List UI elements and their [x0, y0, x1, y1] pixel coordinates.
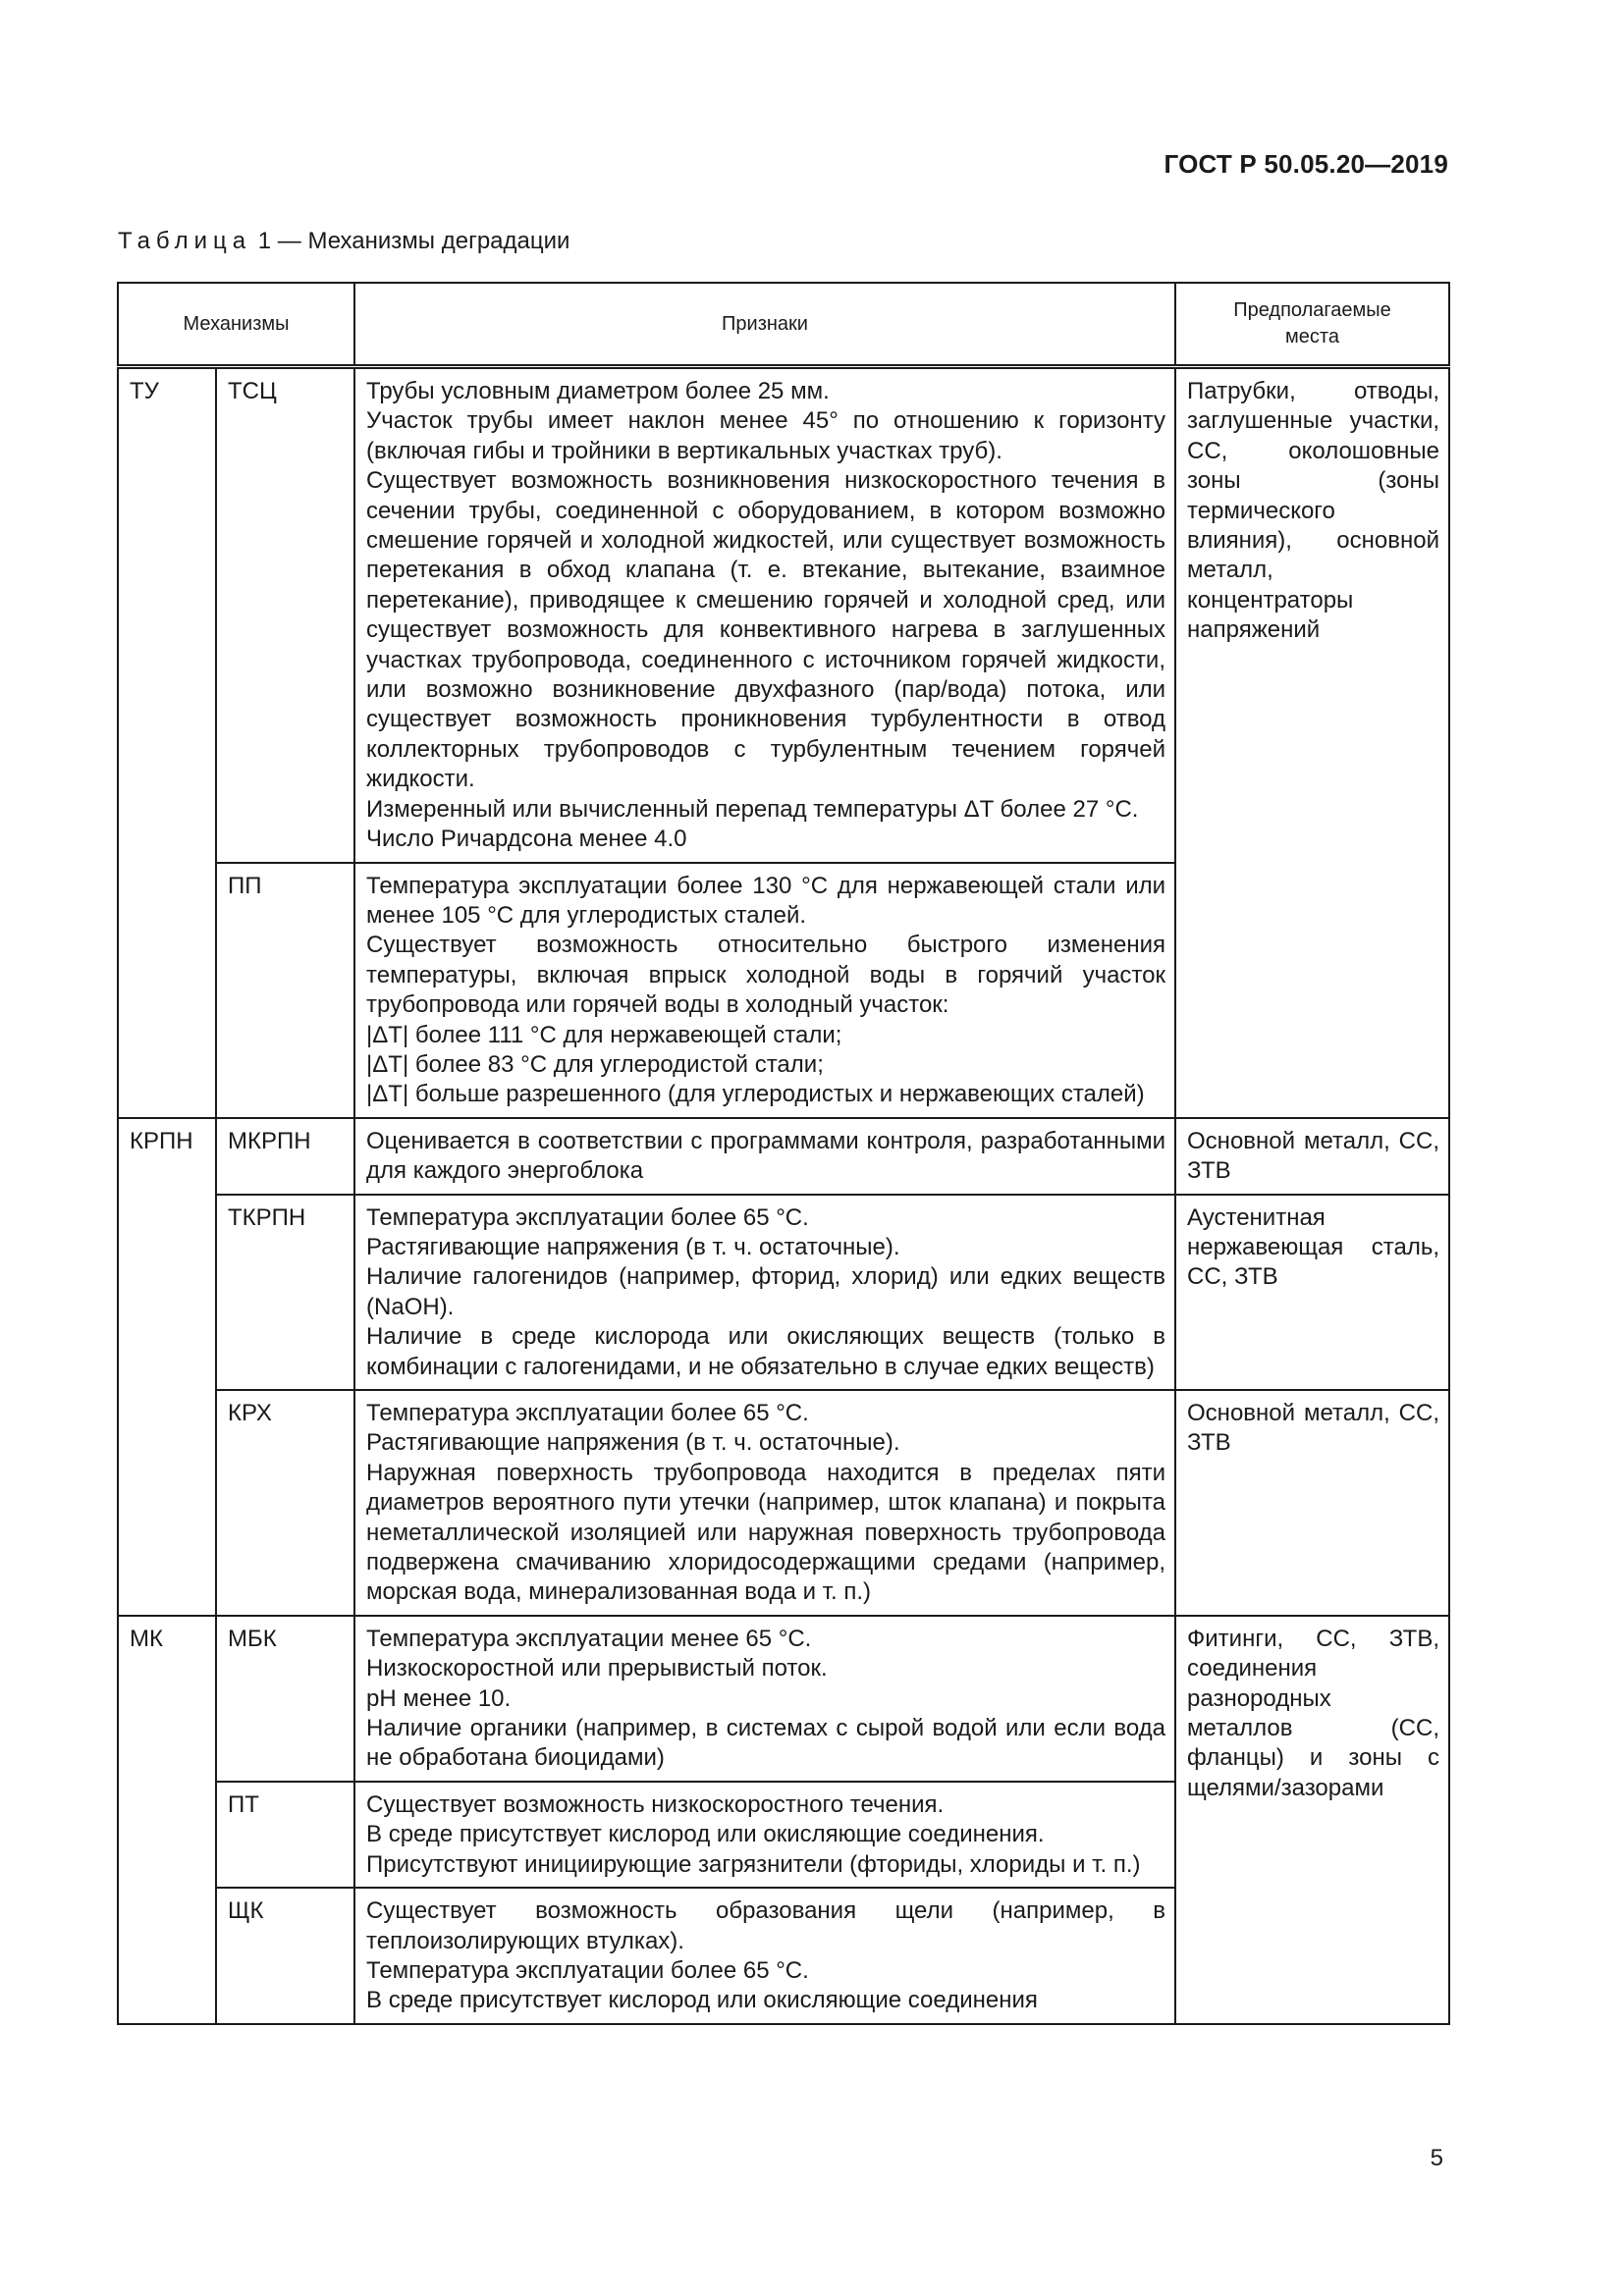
table-row — [118, 1118, 1449, 1195]
mechanism-group-code: КРПН — [118, 1118, 216, 1616]
table-row — [118, 1390, 1449, 1616]
mechanism-subcode: ЩК — [216, 1888, 354, 2024]
table-caption — [118, 228, 569, 255]
caption-title: — Механизмы деградации — [271, 228, 570, 254]
signs-cell: Температура эксплуатации более 130 °С для нержавеющей стали или менее 105 °С для углеродистых сталей. Существует возможность относительно быстрого изменения температуры, включая впрыск холодной воды в горячий участок трубопровода или горячей воды в холодный участок: |ΔT| более 111 °С для нержавеющей стали; |ΔT| более 83 °С для углеродистой стали; |ΔT| больше разрешенного (для углеродистых и нержавеющих сталей) — [354, 863, 1175, 1118]
mechanism-subcode: ТКРПН — [216, 1195, 354, 1390]
signs-cell: Существует возможность образования щели (например, в теплоизолирующих втулках). Температура эксплуатации более 65 °С. В среде присутствует кислород или окисляющие соединения — [354, 1888, 1175, 2024]
table-row — [118, 1195, 1449, 1390]
mechanism-subcode: КРХ — [216, 1390, 354, 1616]
table-row — [118, 1616, 1449, 1782]
places-cell: Патрубки, отводы, заглушенные участки, СС, околошовные зоны (зоны термического влияния), основной металл, концентраторы напряжений — [1175, 367, 1449, 1118]
table-header-row — [118, 283, 1449, 367]
table-row — [118, 367, 1449, 863]
mechanism-subcode: МБК — [216, 1616, 354, 1782]
degradation-mechanisms-table — [117, 282, 1450, 2025]
signs-cell: Трубы условным диаметром более 25 мм. Участок трубы имеет наклон менее 45° по отношению к горизонту (включая гибы и тройники в вертикальных участках труб). Существует возможность возникновения низкоскоростного течения в сечении трубы, соединенной с оборудованием, в котором возможно смешение горячей и холодной жидкостей, или существует возможность перетекания в обход клапана (т. е. втекание, вытекание, взаимное перетекание), приводящее к смешению горячей и холодной сред, или существует возможность для конвективного нагрева в заглушенных участках трубопровода, соединенного с источником горячей жидкости, или возможно возникновение двухфазного (пар/вода) потока, или существует возможность проникновения турбулентности в отвод коллекторных трубопроводов с турбулентным течением горячей жидкости. Измеренный или вычисленный перепад температуры ΔT более 27 °С. Число Ричардсона менее 4.0 — [354, 367, 1175, 863]
caption-number: 1 — [257, 228, 272, 254]
caption-prefix: Таблица — [118, 228, 252, 254]
header-places: Предполагаемые места — [1175, 283, 1449, 367]
mechanism-subcode: МКРПН — [216, 1118, 354, 1195]
places-cell: Основной металл, СС, ЗТВ — [1175, 1118, 1449, 1195]
signs-cell: Температура эксплуатации более 65 °С. Растягивающие напряжения (в т. ч. остаточные). Наличие галогенидов (например, фторид, хлорид) или едких веществ (NaOH). Наличие в среде кислорода или окисляющих веществ (только в комбинации с галогенидами, и не обязательно в случае едких веществ) — [354, 1195, 1175, 1390]
mechanism-subcode: ПП — [216, 863, 354, 1118]
mechanism-group-code: МК — [118, 1616, 216, 2024]
header-signs: Признаки — [354, 283, 1175, 367]
mechanism-subcode: ПТ — [216, 1782, 354, 1888]
page-number: 5 — [1430, 2145, 1443, 2171]
signs-cell: Оценивается в соответствии с программами контроля, разработанными для каждого энергоблока — [354, 1118, 1175, 1195]
mechanism-subcode: ТСЦ — [216, 367, 354, 863]
document-number: ГОСТ Р 50.05.20—2019 — [1164, 149, 1448, 179]
signs-cell: Температура эксплуатации менее 65 °С. Низкоскоростной или прерывистый поток. pH менее 10. Наличие органики (например, в системах с сырой водой или если вода не обработана биоцидами) — [354, 1616, 1175, 1782]
header-mechanisms: Механизмы — [118, 283, 354, 367]
mechanism-group-code: ТУ — [118, 367, 216, 1118]
places-cell: Аустенитная нержавеющая сталь, СС, ЗТВ — [1175, 1195, 1449, 1390]
places-cell: Фитинги, СС, ЗТВ, соединения разнородных металлов (СС, фланцы) и зоны с щелями/зазорами — [1175, 1616, 1449, 2024]
signs-cell: Температура эксплуатации более 65 °С. Растягивающие напряжения (в т. ч. остаточные). Наружная поверхность трубопровода находится в пределах пяти диаметров вероятного пути утечки (например, шток клапана) и покрыта неметаллической изоляцией или наружная поверхность трубопровода подвержена смачиванию хлоридосодержащими средами (например, морская вода, минерализованная вода и т. п.) — [354, 1390, 1175, 1616]
signs-cell: Существует возможность низкоскоростного течения. В среде присутствует кислород или окисляющие соединения. Присутствуют инициирующие загрязнители (фториды, хлориды и т. п.) — [354, 1782, 1175, 1888]
places-cell: Основной металл, СС, ЗТВ — [1175, 1390, 1449, 1616]
